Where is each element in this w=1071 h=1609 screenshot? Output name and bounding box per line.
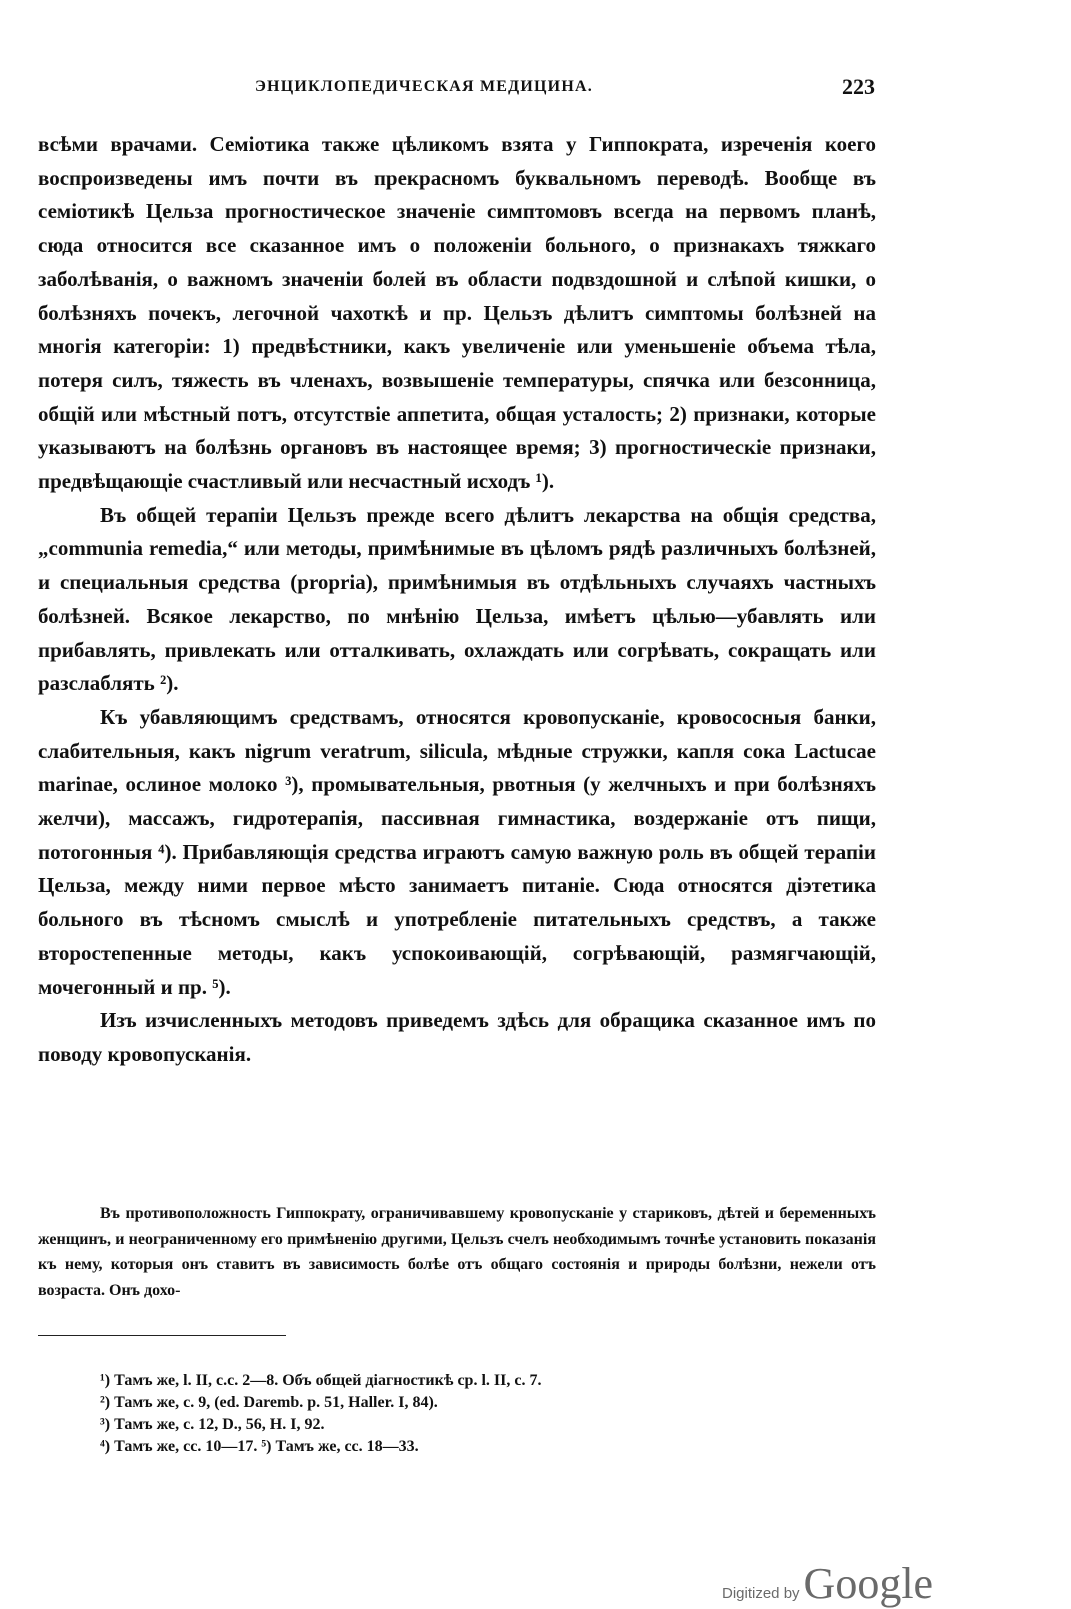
- footnote-2: ²) Тамъ же, c. 9, (ed. Daremb. p. 51, Haller. I, 84).: [100, 1394, 438, 1411]
- footnote-4: ⁴) Тамъ же, cc. 10—17. ⁵) Тамъ же, cc. 18—33.: [100, 1438, 419, 1455]
- watermark-prefix: Digitized by: [722, 1585, 800, 1602]
- footnote-1: ¹) Тамъ же, l. II, c.c. 2—8. Объ общей діагностикѣ ср. l. II, c. 7.: [100, 1372, 542, 1389]
- footnote-divider: [38, 1335, 286, 1336]
- google-logo: Google: [803, 1559, 934, 1608]
- paragraph-bloodletting: Въ противоположность Гиппократу, ограничивавшему кровопусканіе у стариковъ, дѣтей и беременныхъ женщинъ, и неограниченному его примѣненію другими, Цельзъ счелъ необходимымъ точнѣе установить показанія къ нему, которыя онъ ставитъ въ зависимость болѣе отъ общаго состоянія и природы болѣзни, нежели отъ возраста. Онъ дохо-: [38, 1205, 876, 1299]
- digitized-watermark: [722, 1558, 933, 1609]
- paragraph-general-therapy: Въ общей терапіи Цельзъ прежде всего дѣлитъ лекарства на общія средства, „communia remedia,“ или методы, примѣнимые въ цѣломъ рядѣ различныхъ болѣзней, и специальныя средства (propria), примѣнимыя въ отдѣльныхъ случаяхъ частныхъ болѣзней. Всякое лекарство, по мнѣнію Цельза, имѣетъ цѣлью—убавлять или прибавлять, привлекать или отталкивать, охлаждать или согрѣвать, сокращать или разслаблять ²).: [38, 502, 876, 696]
- running-header: [40, 74, 875, 104]
- paragraph-bloodletting-intro: Изъ изчисленныхъ методовъ приведемъ здѣсь для обращика сказанное имъ по поводу кровопусканія.: [38, 1008, 876, 1066]
- footnote-3: ³) Тамъ же, c. 12, D., 56, H. I, 92.: [100, 1416, 325, 1433]
- small-print-text: [38, 1201, 876, 1303]
- running-title: ЭНЦИКЛОПЕДИЧЕСКАЯ МЕДИЦИНА.: [255, 78, 593, 95]
- page-number: 223: [842, 74, 875, 99]
- paragraph-reducing-remedies: Къ убавляющимъ средствамъ, относятся кровопусканіе, кровососныя банки, слабительныя, какъ nigrum veratrum, silicula, мѣдные стружки, капля сока Lactucae marinae, ослиное молоко ³), промывательныя, рвотныя (у желчныхъ и при болѣзняхъ желчи), массажъ, гидротерапія, пассивная гимнастика, воздержаніе отъ пищи, потогонныя ⁴). Прибавляющія средства играютъ самую важную роль въ общей терапіи Цельза, между ними первое мѣсто занимаетъ питаніе. Сюда относятся діэтетика больного въ тѣсномъ смыслѣ и употребленіе питательныхъ средствъ, а также второстепенные методы, какъ успокоивающій, согрѣвающій, размягчающій, мочегонный и пр. ⁵).: [38, 704, 876, 999]
- footnotes: [100, 1370, 860, 1458]
- paragraph-semiotics: всѣми врачами. Семіотика также цѣликомъ взята у Гиппократа, изреченія коего воспроизведены имъ почти въ прекрасномъ буквальномъ переводѣ. Вообще въ семіотикѣ Цельза прогностическое значеніе симптомовъ всегда на первомъ планѣ, сюда относится все сказанное имъ о положеніи больного, о признакахъ тяжкаго заболѣванія, о важномъ значеніи болей въ области подвздошной и слѣпой кишки, о болѣзняхъ почекъ, легочной чахоткѣ и пр. Цельзъ дѣлитъ симптомы болѣзней на многія категоріи: 1) предвѣстники, какъ увеличеніе или уменьшеніе объема тѣла, потеря силъ, тяжесть въ членахъ, возвышеніе температуры, спячка или безсонница, общій или мѣстный потъ, отсутствіе аппетита, общая усталость; 2) признаки, которые указываютъ на болѣзнь органовъ въ настоящее время; 3) прогностическіе признаки, предвѣщающіе счастливый или несчастный исходъ ¹).: [38, 132, 876, 494]
- main-text: [38, 128, 876, 1072]
